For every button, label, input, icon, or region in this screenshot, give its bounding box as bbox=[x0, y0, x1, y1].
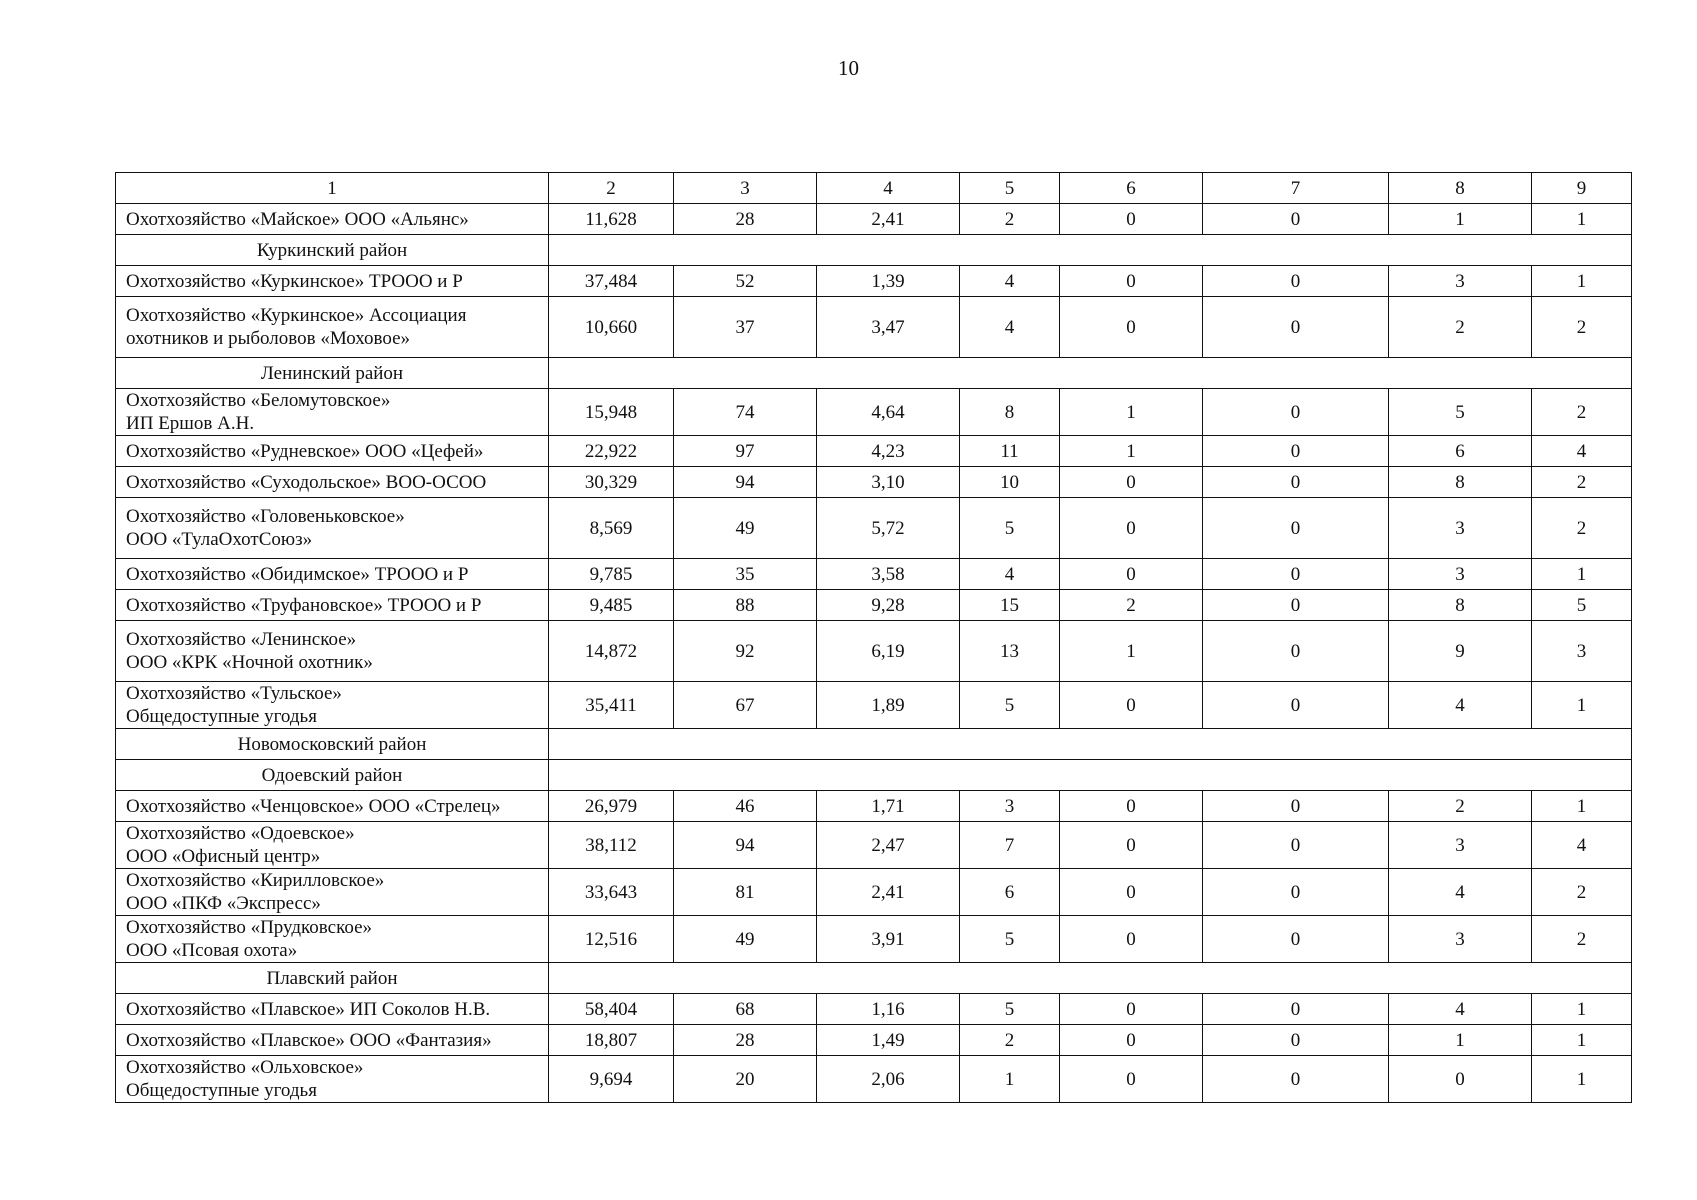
value-cell: 8 bbox=[960, 389, 1060, 436]
value-cell: 13 bbox=[960, 621, 1060, 682]
value-cell: 1 bbox=[1532, 1056, 1632, 1103]
value-cell: 1 bbox=[1060, 436, 1203, 467]
value-cell: 20 bbox=[674, 1056, 817, 1103]
district-row bbox=[116, 358, 1632, 389]
district-name: Новомосковский район bbox=[116, 729, 549, 760]
value-cell: 0 bbox=[1060, 791, 1203, 822]
value-cell: 10 bbox=[960, 467, 1060, 498]
value-cell: 5,72 bbox=[817, 498, 960, 559]
name-line: Охотхозяйство «Суходольское» ВОО-ОСОО bbox=[126, 471, 487, 493]
value-cell: 46 bbox=[674, 791, 817, 822]
hunting-grounds-table bbox=[115, 172, 1632, 1103]
value-cell: 30,329 bbox=[549, 467, 674, 498]
value-cell: 1 bbox=[960, 1056, 1060, 1103]
value-cell: 4 bbox=[1389, 869, 1532, 916]
value-cell: 4,64 bbox=[817, 389, 960, 436]
hunting-ground-name bbox=[116, 916, 549, 963]
hunting-ground-name bbox=[116, 621, 549, 682]
value-cell: 0 bbox=[1389, 1056, 1532, 1103]
table-row bbox=[116, 621, 1632, 682]
value-cell: 0 bbox=[1060, 916, 1203, 963]
value-cell: 6 bbox=[1389, 436, 1532, 467]
column-number: 2 bbox=[549, 173, 674, 204]
name-line: Охотхозяйство «Обидимское» ТРООО и Р bbox=[126, 563, 469, 585]
value-cell: 7 bbox=[960, 822, 1060, 869]
name-line: ИП Ершов А.Н. bbox=[126, 413, 255, 434]
value-cell: 3,91 bbox=[817, 916, 960, 963]
value-cell: 5 bbox=[960, 682, 1060, 729]
hunting-ground-name bbox=[116, 204, 549, 235]
value-cell: 0 bbox=[1203, 498, 1389, 559]
value-cell: 3 bbox=[1389, 266, 1532, 297]
value-cell: 35,411 bbox=[549, 682, 674, 729]
value-cell: 9,28 bbox=[817, 590, 960, 621]
table-row bbox=[116, 822, 1632, 869]
value-cell: 6 bbox=[960, 869, 1060, 916]
hunting-ground-name bbox=[116, 436, 549, 467]
value-cell: 1 bbox=[1532, 994, 1632, 1025]
value-cell: 58,404 bbox=[549, 994, 674, 1025]
name-line: Охотхозяйство «Майское» ООО «Альянс» bbox=[126, 208, 469, 230]
value-cell: 1 bbox=[1060, 389, 1203, 436]
value-cell: 3,47 bbox=[817, 297, 960, 358]
value-cell: 0 bbox=[1203, 204, 1389, 235]
value-cell: 52 bbox=[674, 266, 817, 297]
value-cell: 33,643 bbox=[549, 869, 674, 916]
column-number-row bbox=[116, 173, 1632, 204]
name-line: охотников и рыболовов «Моховое» bbox=[126, 328, 411, 349]
value-cell: 4 bbox=[1532, 822, 1632, 869]
value-cell: 0 bbox=[1203, 389, 1389, 436]
table-row bbox=[116, 389, 1632, 436]
hunting-ground-name bbox=[116, 498, 549, 559]
value-cell: 3,58 bbox=[817, 559, 960, 590]
value-cell: 5 bbox=[960, 916, 1060, 963]
name-line: Охотхозяйство «Рудневское» ООО «Цефей» bbox=[126, 440, 484, 462]
value-cell: 1 bbox=[1532, 682, 1632, 729]
value-cell: 2 bbox=[1389, 791, 1532, 822]
district-name: Одоевский район bbox=[116, 760, 549, 791]
value-cell: 4 bbox=[960, 297, 1060, 358]
value-cell: 35 bbox=[674, 559, 817, 590]
hunting-ground-name bbox=[116, 467, 549, 498]
value-cell: 0 bbox=[1203, 266, 1389, 297]
value-cell: 5 bbox=[960, 994, 1060, 1025]
value-cell: 0 bbox=[1203, 994, 1389, 1025]
value-cell: 2 bbox=[1532, 498, 1632, 559]
hunting-ground-name bbox=[116, 994, 549, 1025]
value-cell: 0 bbox=[1060, 1056, 1203, 1103]
column-number: 4 bbox=[817, 173, 960, 204]
value-cell: 12,516 bbox=[549, 916, 674, 963]
value-cell: 11,628 bbox=[549, 204, 674, 235]
value-cell: 1 bbox=[1389, 204, 1532, 235]
value-cell: 28 bbox=[674, 204, 817, 235]
value-cell: 1 bbox=[1060, 621, 1203, 682]
value-cell: 0 bbox=[1203, 682, 1389, 729]
value-cell: 4 bbox=[960, 266, 1060, 297]
table-row bbox=[116, 559, 1632, 590]
value-cell: 5 bbox=[1532, 590, 1632, 621]
hunting-ground-name bbox=[116, 590, 549, 621]
name-line: Общедоступные угодья bbox=[126, 706, 317, 727]
value-cell: 8 bbox=[1389, 467, 1532, 498]
value-cell: 10,660 bbox=[549, 297, 674, 358]
district-row bbox=[116, 963, 1632, 994]
name-line: Охотхозяйство «Прудковское» bbox=[126, 917, 372, 938]
value-cell: 94 bbox=[674, 822, 817, 869]
district-name: Куркинский район bbox=[116, 235, 549, 266]
name-line: Охотхозяйство «Труфановское» ТРООО и Р bbox=[126, 594, 482, 616]
hunting-ground-name bbox=[116, 869, 549, 916]
district-row bbox=[116, 729, 1632, 760]
value-cell: 2,41 bbox=[817, 869, 960, 916]
value-cell: 1,39 bbox=[817, 266, 960, 297]
value-cell: 1 bbox=[1532, 791, 1632, 822]
value-cell: 9,485 bbox=[549, 590, 674, 621]
value-cell: 0 bbox=[1203, 436, 1389, 467]
value-cell: 26,979 bbox=[549, 791, 674, 822]
value-cell: 2,47 bbox=[817, 822, 960, 869]
hunting-ground-name bbox=[116, 266, 549, 297]
table-body bbox=[116, 173, 1632, 1103]
table-row bbox=[116, 916, 1632, 963]
value-cell: 14,872 bbox=[549, 621, 674, 682]
value-cell: 3 bbox=[1389, 822, 1532, 869]
name-line: Охотхозяйство «Ленинское» bbox=[126, 629, 357, 650]
value-cell: 0 bbox=[1060, 869, 1203, 916]
value-cell: 3 bbox=[1389, 498, 1532, 559]
value-cell: 94 bbox=[674, 467, 817, 498]
name-line: Общедоступные угодья bbox=[126, 1080, 317, 1101]
value-cell: 8 bbox=[1389, 590, 1532, 621]
table-row bbox=[116, 791, 1632, 822]
value-cell: 1,16 bbox=[817, 994, 960, 1025]
hunting-ground-name bbox=[116, 297, 549, 358]
hunting-ground-name bbox=[116, 1025, 549, 1056]
value-cell: 0 bbox=[1203, 822, 1389, 869]
name-line: Охотхозяйство «Ченцовское» ООО «Стрелец» bbox=[126, 795, 501, 817]
name-line: Охотхозяйство «Плавское» ИП Соколов Н.В. bbox=[126, 998, 491, 1020]
column-number: 9 bbox=[1532, 173, 1632, 204]
column-number: 5 bbox=[960, 173, 1060, 204]
value-cell: 49 bbox=[674, 916, 817, 963]
value-cell: 88 bbox=[674, 590, 817, 621]
value-cell: 74 bbox=[674, 389, 817, 436]
value-cell: 81 bbox=[674, 869, 817, 916]
value-cell: 68 bbox=[674, 994, 817, 1025]
name-line: Охотхозяйство «Куркинское» Ассоциация bbox=[126, 305, 467, 326]
district-empty-cell bbox=[549, 760, 1632, 791]
hunting-ground-name bbox=[116, 822, 549, 869]
value-cell: 8,569 bbox=[549, 498, 674, 559]
table-row bbox=[116, 467, 1632, 498]
value-cell: 2 bbox=[1389, 297, 1532, 358]
value-cell: 28 bbox=[674, 1025, 817, 1056]
value-cell: 2 bbox=[1532, 297, 1632, 358]
table-row bbox=[116, 1025, 1632, 1056]
name-line: Охотхозяйство «Головеньковское» bbox=[126, 506, 405, 527]
value-cell: 18,807 bbox=[549, 1025, 674, 1056]
value-cell: 0 bbox=[1203, 297, 1389, 358]
table-row bbox=[116, 682, 1632, 729]
hunting-ground-name bbox=[116, 1056, 549, 1103]
value-cell: 97 bbox=[674, 436, 817, 467]
value-cell: 49 bbox=[674, 498, 817, 559]
value-cell: 1 bbox=[1532, 266, 1632, 297]
value-cell: 1 bbox=[1389, 1025, 1532, 1056]
name-line: Охотхозяйство «Куркинское» ТРООО и Р bbox=[126, 270, 463, 292]
value-cell: 0 bbox=[1203, 590, 1389, 621]
value-cell: 0 bbox=[1060, 994, 1203, 1025]
value-cell: 2 bbox=[1532, 869, 1632, 916]
table-row bbox=[116, 297, 1632, 358]
value-cell: 2 bbox=[960, 1025, 1060, 1056]
name-line: Охотхозяйство «Тульское» bbox=[126, 683, 342, 704]
value-cell: 2 bbox=[1532, 916, 1632, 963]
name-line: Охотхозяйство «Кирилловское» bbox=[126, 870, 385, 891]
value-cell: 0 bbox=[1060, 1025, 1203, 1056]
value-cell: 11 bbox=[960, 436, 1060, 467]
value-cell: 38,112 bbox=[549, 822, 674, 869]
value-cell: 0 bbox=[1060, 266, 1203, 297]
value-cell: 4,23 bbox=[817, 436, 960, 467]
name-line: ООО «КРК «Ночной охотник» bbox=[126, 652, 373, 673]
value-cell: 0 bbox=[1203, 1025, 1389, 1056]
value-cell: 3 bbox=[1389, 559, 1532, 590]
value-cell: 2 bbox=[1060, 590, 1203, 621]
value-cell: 3 bbox=[1389, 916, 1532, 963]
value-cell: 0 bbox=[1203, 1056, 1389, 1103]
hunting-ground-name bbox=[116, 389, 549, 436]
table-row bbox=[116, 436, 1632, 467]
value-cell: 0 bbox=[1060, 498, 1203, 559]
value-cell: 0 bbox=[1203, 559, 1389, 590]
value-cell: 15,948 bbox=[549, 389, 674, 436]
value-cell: 2,06 bbox=[817, 1056, 960, 1103]
value-cell: 1 bbox=[1532, 204, 1632, 235]
value-cell: 92 bbox=[674, 621, 817, 682]
table-row bbox=[116, 266, 1632, 297]
value-cell: 0 bbox=[1060, 682, 1203, 729]
value-cell: 0 bbox=[1060, 467, 1203, 498]
value-cell: 4 bbox=[1532, 436, 1632, 467]
value-cell: 2 bbox=[960, 204, 1060, 235]
value-cell: 5 bbox=[960, 498, 1060, 559]
name-line: ООО «ТулаОхотСоюз» bbox=[126, 529, 313, 550]
district-row bbox=[116, 760, 1632, 791]
value-cell: 0 bbox=[1203, 869, 1389, 916]
value-cell: 3 bbox=[960, 791, 1060, 822]
value-cell: 1 bbox=[1532, 1025, 1632, 1056]
hunting-ground-name bbox=[116, 559, 549, 590]
column-number: 1 bbox=[116, 173, 549, 204]
value-cell: 37,484 bbox=[549, 266, 674, 297]
value-cell: 2 bbox=[1532, 389, 1632, 436]
table-row bbox=[116, 1056, 1632, 1103]
district-empty-cell bbox=[549, 235, 1632, 266]
district-name: Ленинский район bbox=[116, 358, 549, 389]
district-empty-cell bbox=[549, 358, 1632, 389]
table-row bbox=[116, 994, 1632, 1025]
value-cell: 0 bbox=[1203, 467, 1389, 498]
value-cell: 22,922 bbox=[549, 436, 674, 467]
value-cell: 0 bbox=[1203, 621, 1389, 682]
name-line: Охотхозяйство «Плавское» ООО «Фантазия» bbox=[126, 1029, 492, 1051]
value-cell: 5 bbox=[1389, 389, 1532, 436]
value-cell: 3,10 bbox=[817, 467, 960, 498]
column-number: 6 bbox=[1060, 173, 1203, 204]
hunting-ground-name bbox=[116, 791, 549, 822]
value-cell: 2,41 bbox=[817, 204, 960, 235]
name-line: ООО «ПКФ «Экспресс» bbox=[126, 893, 321, 914]
column-number: 8 bbox=[1389, 173, 1532, 204]
value-cell: 9 bbox=[1389, 621, 1532, 682]
column-number: 3 bbox=[674, 173, 817, 204]
value-cell: 67 bbox=[674, 682, 817, 729]
name-line: ООО «Псовая охота» bbox=[126, 940, 298, 961]
value-cell: 0 bbox=[1060, 822, 1203, 869]
value-cell: 0 bbox=[1203, 916, 1389, 963]
value-cell: 0 bbox=[1060, 297, 1203, 358]
district-row bbox=[116, 235, 1632, 266]
value-cell: 37 bbox=[674, 297, 817, 358]
column-number: 7 bbox=[1203, 173, 1389, 204]
district-empty-cell bbox=[549, 963, 1632, 994]
value-cell: 9,694 bbox=[549, 1056, 674, 1103]
table-row bbox=[116, 204, 1632, 235]
value-cell: 1,71 bbox=[817, 791, 960, 822]
value-cell: 6,19 bbox=[817, 621, 960, 682]
value-cell: 1,89 bbox=[817, 682, 960, 729]
value-cell: 2 bbox=[1532, 467, 1632, 498]
value-cell: 1,49 bbox=[817, 1025, 960, 1056]
value-cell: 4 bbox=[1389, 994, 1532, 1025]
value-cell: 15 bbox=[960, 590, 1060, 621]
page-number: 10 bbox=[838, 56, 859, 80]
table-row bbox=[116, 590, 1632, 621]
value-cell: 4 bbox=[1389, 682, 1532, 729]
hunting-ground-name bbox=[116, 682, 549, 729]
name-line: Охотхозяйство «Одоевское» bbox=[126, 823, 355, 844]
value-cell: 0 bbox=[1060, 204, 1203, 235]
value-cell: 9,785 bbox=[549, 559, 674, 590]
name-line: Охотхозяйство «Ольховское» bbox=[126, 1057, 364, 1078]
value-cell: 0 bbox=[1060, 559, 1203, 590]
name-line: Охотхозяйство «Беломутовское» bbox=[126, 390, 391, 411]
district-empty-cell bbox=[549, 729, 1632, 760]
value-cell: 1 bbox=[1532, 559, 1632, 590]
value-cell: 4 bbox=[960, 559, 1060, 590]
value-cell: 3 bbox=[1532, 621, 1632, 682]
table-row bbox=[116, 869, 1632, 916]
district-name: Плавский район bbox=[116, 963, 549, 994]
value-cell: 0 bbox=[1203, 791, 1389, 822]
table-row bbox=[116, 498, 1632, 559]
name-line: ООО «Офисный центр» bbox=[126, 846, 321, 867]
